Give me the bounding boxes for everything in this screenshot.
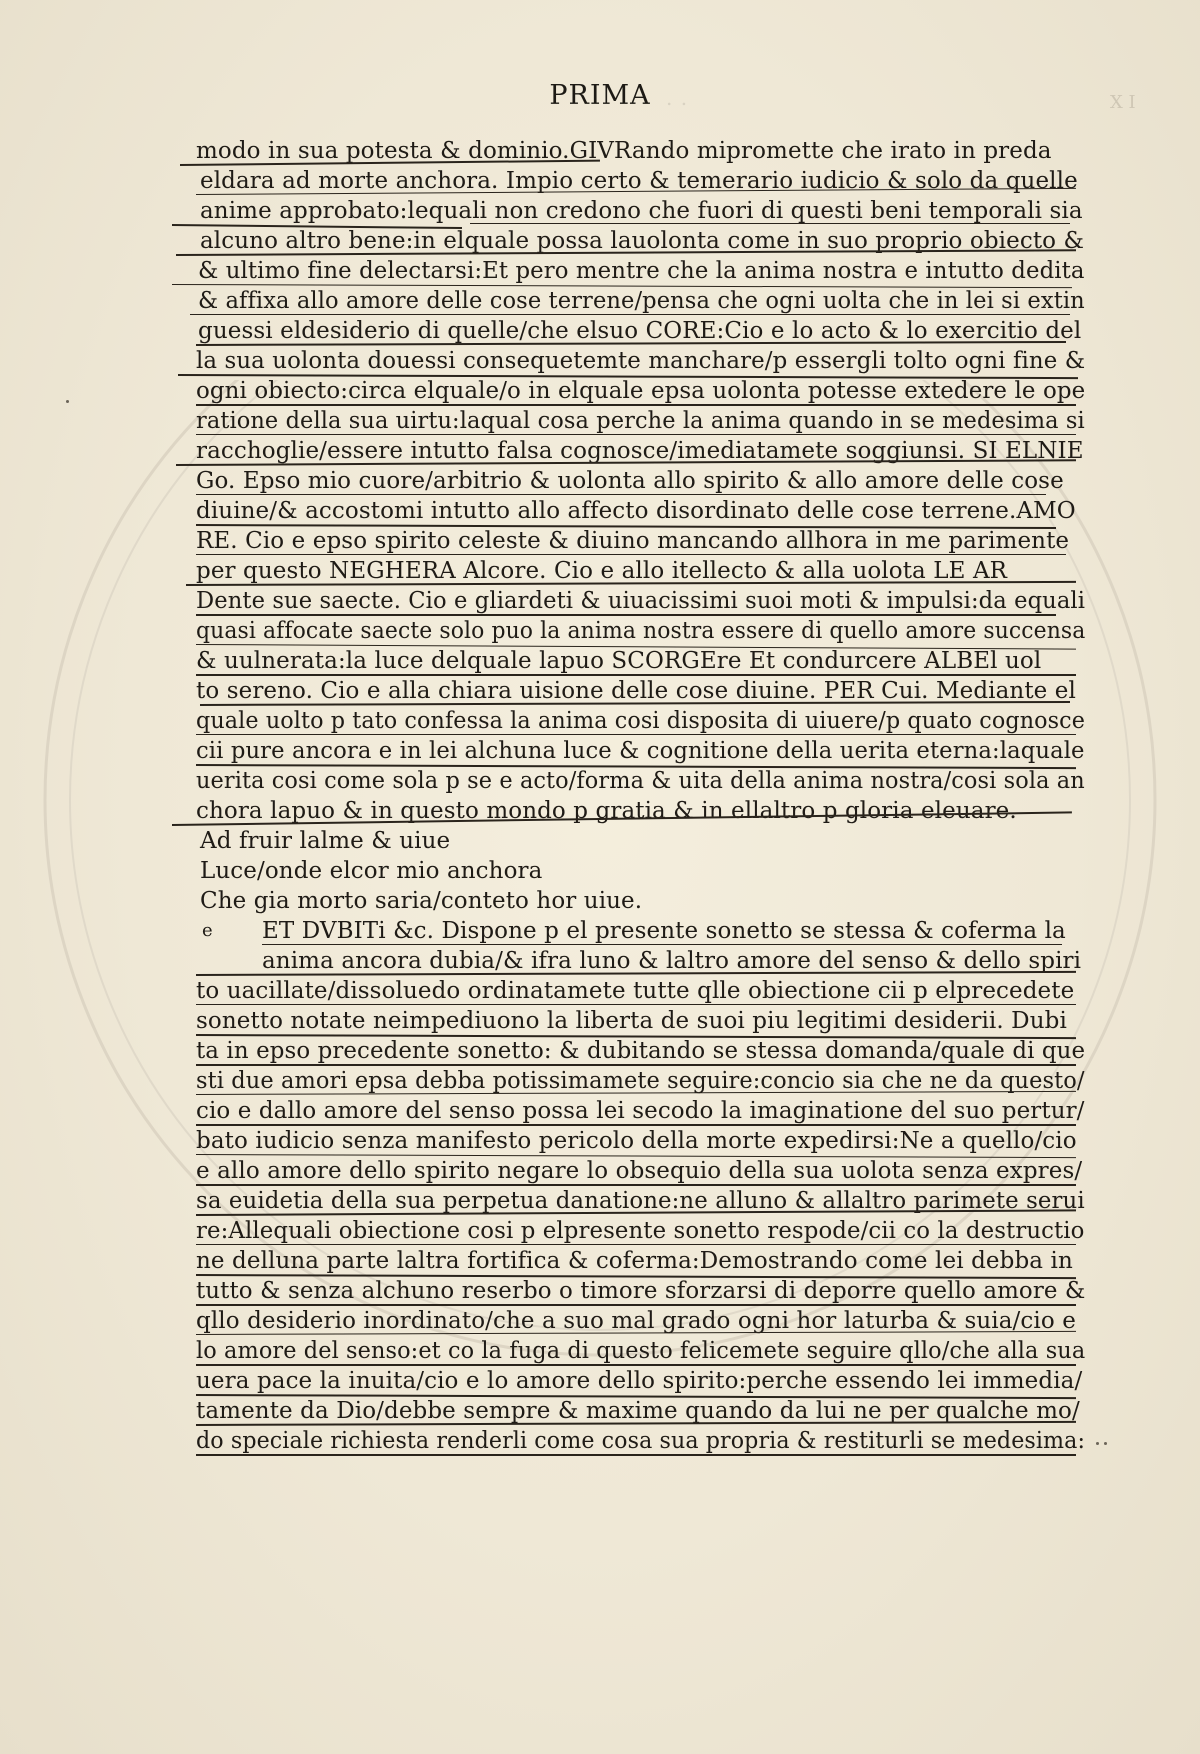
text-line: uera pace la inuita/cio e lo amore dello spirito:perche essendo lei immedia/ [196, 1368, 1083, 1394]
margin-mark: e [202, 920, 213, 941]
text-line: RE. Cio e epso spirito celeste & diuino mancando allhora in me parimente [196, 528, 1070, 554]
text-line: e allo amore dello spirito negare lo obsequio della sua uolota senza expres/ [196, 1158, 1083, 1184]
text-line: Go. Epso mio cuore/arbitrio & uolonta allo spirito & allo amore delle cose [196, 468, 1064, 494]
handwritten-underline [196, 614, 1056, 616]
handwritten-underline [190, 314, 1070, 315]
text-line: cii pure ancora e in lei alchuna luce & cognitione della uerita eterna:laquale [196, 738, 1085, 764]
text-line: ta in epso precedente sonetto: & dubitando se stessa domanda/quale di que [196, 1038, 1086, 1064]
text-line: & affixa allo amore delle cose terrene/pensa che ogni uolta che in lei si extin [198, 288, 1085, 314]
text-line: do speciale richiesta renderli come cosa sua propria & restiturli se medesima: [196, 1428, 1086, 1454]
handwritten-underline [196, 1184, 1076, 1186]
text-line: uerita cosi come sola p se e acto/forma & uita della anima nostra/cosi sola an [196, 768, 1085, 794]
text-line: & ultimo fine delectarsi:Et pero mentre che la anima nostra e intutto dedita [198, 258, 1085, 284]
handwritten-underline [196, 554, 1066, 555]
text-line: quale uolto p tato confessa la anima cosi disposita di uiuere/p quato cognosce [196, 708, 1086, 734]
text-line: ne delluna parte laltra fortifica & coferma:Demostrando come lei debba in [196, 1248, 1073, 1274]
handwritten-underline [196, 1454, 1076, 1456]
text-line: Dente sue saecte. Cio e gliardeti & uiuacissimi suoi moti & impulsi:da equali [196, 588, 1086, 614]
text-line: bato iudicio senza manifesto pericolo della morte expedirsi:Ne a quello/cio [196, 1128, 1077, 1154]
handwritten-underline [196, 1364, 1076, 1366]
text-line: eldara ad morte anchora. Impio certo & temerario iudicio & solo da quelle [200, 168, 1078, 194]
handwritten-underline [196, 434, 1076, 435]
handwritten-underline [196, 674, 1076, 676]
handwritten-underline [196, 1244, 1076, 1245]
text-line: & uulnerata:la luce delquale lapuo SCORGEre Et condurcere ALBEl uol [196, 648, 1042, 674]
running-head [0, 80, 1200, 111]
text-line: to uacillate/dissoluedo ordinatamete tutte qlle obiectione cii p elprecedete [196, 978, 1075, 1004]
text-line: sa euidetia della sua perpetua danatione:ne alluno & allaltro parimete serui [196, 1188, 1085, 1214]
text-line: ogni obiecto:circa elquale/o in elquale epsa uolonta potesse extedere le ope [196, 378, 1086, 404]
text-line: sti due amori epsa debba potissimamete seguire:concio sia che ne da questo/ [196, 1068, 1085, 1094]
handwritten-underline [196, 1304, 1076, 1306]
text-line: anima ancora dubia/& ifra luno & laltro amore del senso & dello spiri [262, 948, 1082, 974]
text-line: tamente da Dio/debbe sempre & maxime quando da lui ne per qualche mo/ [196, 1398, 1080, 1424]
text-line: ratione della sua uirtu:laqual cosa perche la anima quando in se medesima si [196, 408, 1085, 434]
running-head-text: PRIMA [549, 80, 651, 111]
text-line: alcuno altro bene:in elquale possa lauolonta come in suo proprio obiecto & [200, 228, 1085, 254]
text-line: guessi eldesiderio di quelle/che elsuo CORE:Cio e lo acto & lo exercitio del [198, 318, 1082, 344]
ink-dot [1104, 1442, 1107, 1445]
text-line: quasi affocate saecte solo puo la anima nostra essere di quello amore succensa [196, 618, 1086, 644]
verse-line: Luce/onde elcor mio anchora [200, 858, 543, 884]
text-line: la sua uolonta douessi consequetemte manchare/p essergli tolto ogni fine & [196, 348, 1086, 374]
text-line: re:Allequali obiectione cosi p elpresente sonetto respode/cii co la destructio [196, 1218, 1085, 1244]
text-line: qllo desiderio inordinato/che a suo mal grado ogni hor laturba & suia/cio e [196, 1308, 1076, 1334]
handwritten-underline [196, 1004, 1076, 1005]
text-line: to sereno. Cio e alla chiara uisione delle cose diuine. PER Cui. Mediante el [196, 678, 1076, 704]
text-line: sonetto notate neimpediuono la liberta de suoi piu legitimi desiderii. Dubi [196, 1008, 1067, 1034]
handwritten-underline [196, 494, 1046, 495]
handwritten-underline [196, 734, 1076, 735]
ink-dot [66, 400, 69, 403]
handwritten-underline [196, 1064, 1076, 1066]
handwritten-underline [470, 223, 1070, 224]
text-line: anime approbato:lequali non credono che fuori di questi beni temporali sia [200, 198, 1083, 224]
text-line: lo amore del senso:et co la fuga di questo felicemete seguire qllo/che alla sua [196, 1338, 1086, 1364]
handwritten-underline [196, 1124, 1076, 1126]
handwritten-underline [262, 944, 1062, 945]
text-line: cio e dallo amore del senso possa lei secodo la imaginatione del suo pertur/ [196, 1098, 1085, 1124]
text-line: racchoglie/essere intutto falsa cognosce/imediatamete soggiunsi. SI ELNIE [196, 438, 1084, 464]
text-line: per questo NEGHERA Alcore. Cio e allo itellecto & alla uolota LE AR [196, 558, 1008, 584]
text-line: modo in sua potesta & dominio.GIVRando mipromette che irato in preda [196, 138, 1052, 164]
verse-line: Ad fruir lalme & uiue [200, 828, 451, 854]
text-line: tutto & senza alchuno reserbo o timore sforzarsi di deporre quello amore & [196, 1278, 1086, 1304]
running-head-tail: . . [666, 86, 689, 110]
text-line: diuine/& accostomi intutto allo affecto disordinato delle cose terrene.AMO [196, 498, 1076, 524]
text-line: ET DVBITi &c. Dispone p el presente sonetto se stessa & coferma la [262, 918, 1066, 944]
verse-line: Che gia morto saria/conteto hor uiue. [200, 888, 643, 914]
show-through-marginalia: X I [1110, 92, 1136, 113]
handwritten-underline [196, 404, 1076, 406]
text-line: chora lapuo & in questo mondo p gratia & in ellaltro p gloria eleuare. [196, 798, 1017, 824]
ink-dot [1096, 1442, 1099, 1445]
